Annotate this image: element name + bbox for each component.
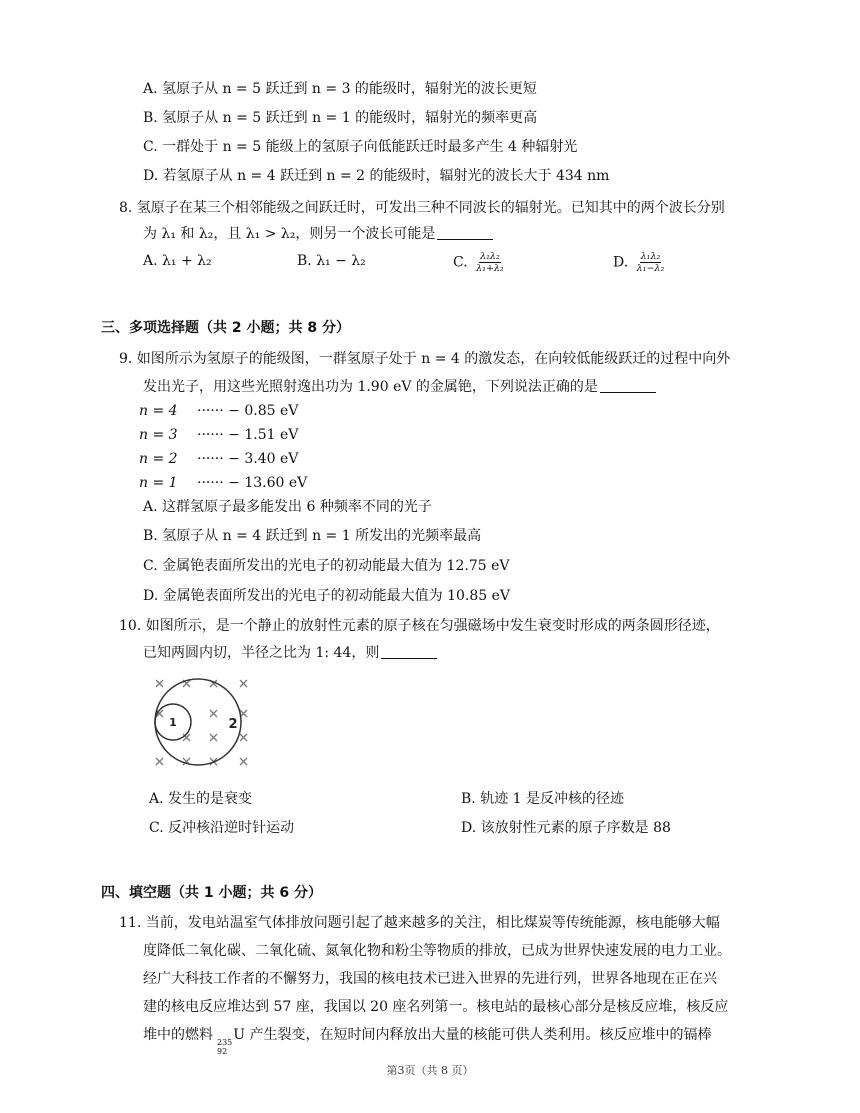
q9-option-d: D. 金属铯表面所发出的光电子的初动能最大值为 10.85 eV <box>143 588 510 604</box>
q9-option-a: A. 这群氢原子最多能发出 6 种频率不同的光子 <box>143 499 432 515</box>
q10-option-d: D. 该放射性元素的原子序数是 88 <box>461 820 671 836</box>
q8-option-c: C. $\frac{\text{λ₁λ₂}}{\text{λ₁+λ₂}}$ <box>453 251 504 274</box>
fraction: $\frac{\text{λ₁λ₂}}{\text{λ₁−λ₂}}$ <box>636 251 665 274</box>
q10-stem-line1: 10. 如图所示，是一个静止的放射性元素的原子核在匀强磁场中发生衰变时形成的两条圆形径迹， <box>119 618 720 634</box>
q10-option-c: C. 反冲核沿逆时针运动 <box>149 820 295 836</box>
q8-option-a: A. λ₁ + λ₂ <box>143 253 212 269</box>
q9-option-b: B. 氢原子从 n = 4 跃迁到 n = 1 所发出的光频率最高 <box>143 528 482 544</box>
q9-option-c: C. 金属铯表面所发出的光电子的初动能最大值为 12.75 eV <box>143 558 510 574</box>
q7-option-b: B. 氢原子从 n = 5 跃迁到 n = 1 的能级时，辐射光的频率更高 <box>143 110 538 126</box>
section-heading-multiple-choice: 三、多项选择题（共 2 小题；共 8 分） <box>101 320 350 336</box>
q9-stem-line2: 发出光子，用这些光照射逸出功为 1.90 eV 的金属铯，下列说法正确的是 <box>143 377 656 397</box>
q8-option-b: B. λ₁ − λ₂ <box>297 253 366 269</box>
track-label-1: 1 <box>169 716 177 729</box>
energy-level-row: n = 4 ······ − 0.85 eV <box>139 403 299 419</box>
q11-paragraph-line1: 11. 当前，发电站温室气体排放问题引起了越来越多的关注，相比煤炭等传统能源，核电能够大幅 <box>119 915 720 931</box>
q10-option-a: A. 发生的是衰变 <box>149 791 253 807</box>
q11-paragraph-line4: 建的核电反应堆达到 57 座，我国以 20 座名列第一。核电站的最核心部分是核反应堆，核反应 <box>143 999 729 1015</box>
answer-blank <box>437 224 493 240</box>
track-label-2: 2 <box>228 717 238 732</box>
q8-option-d: D. $\frac{\text{λ₁λ₂}}{\text{λ₁−λ₂}}$ <box>613 251 665 274</box>
q11-paragraph-line5: 堆中的燃料 235 92 U 产生裂变，在短时间内释放出大量的核能可供人类利用。核反应堆中的镉棒 <box>143 1027 712 1056</box>
q7-option-a: A. 氢原子从 n = 5 跃迁到 n = 3 的能级时，辐射光的波长更短 <box>143 81 537 97</box>
page-footer: 第3页（共 8 页） <box>386 1064 474 1077</box>
q7-option-c: C. 一群处于 n = 5 能级上的氢原子向低能跃迁时最多产生 4 种辐射光 <box>143 139 578 155</box>
energy-level-row: n = 1 ······ − 13.60 eV <box>139 475 308 491</box>
section-heading-fill-in: 四、填空题（共 1 小题；共 6 分） <box>101 885 322 901</box>
energy-level-row: n = 2 ······ − 3.40 eV <box>139 451 299 467</box>
answer-blank <box>381 643 437 659</box>
q10-option-b: B. 轨迹 1 是反冲核的径迹 <box>461 791 624 807</box>
answer-blank <box>600 377 656 393</box>
energy-level-row: n = 3 ······ − 1.51 eV <box>139 427 299 443</box>
magnetic-field-track-diagram <box>146 672 262 776</box>
q10-stem-line2: 已知两圆内切，半径之比为 1: 44，则 <box>143 643 437 663</box>
q8-stem-line2: 为 λ₁ 和 λ₂，且 λ₁ > λ₂，则另一个波长可能是 <box>143 224 493 244</box>
q9-stem-line1: 9. 如图所示为氢原子的能级图，一群氢原子处于 n = 4 的激发态，在向较低能级跃迁的过程中向外 <box>119 351 731 367</box>
q11-paragraph-line2: 度降低二氧化碳、二氧化硫、氮氧化物和粉尘等物质的排放，已成为世界快速发展的电力工业。 <box>143 943 731 959</box>
q7-option-d: D. 若氢原子从 n = 4 跃迁到 n = 2 的能级时，辐射光的波长大于 434 nm <box>143 168 610 184</box>
fraction: $\frac{\text{λ₁λ₂}}{\text{λ₁+λ₂}}$ <box>476 251 504 274</box>
q8-stem-line1: 8. 氢原子在某三个相邻能级之间跃迁时，可发出三种不同波长的辐射光。已知其中的两个波长分别 <box>119 200 725 216</box>
nuclide-notation: 235 92 <box>217 1038 233 1056</box>
q11-paragraph-line3: 经广大科技工作者的不懈努力，我国的核电技术已进入世界的先进行列，世界各地现在正在兴 <box>143 971 717 987</box>
